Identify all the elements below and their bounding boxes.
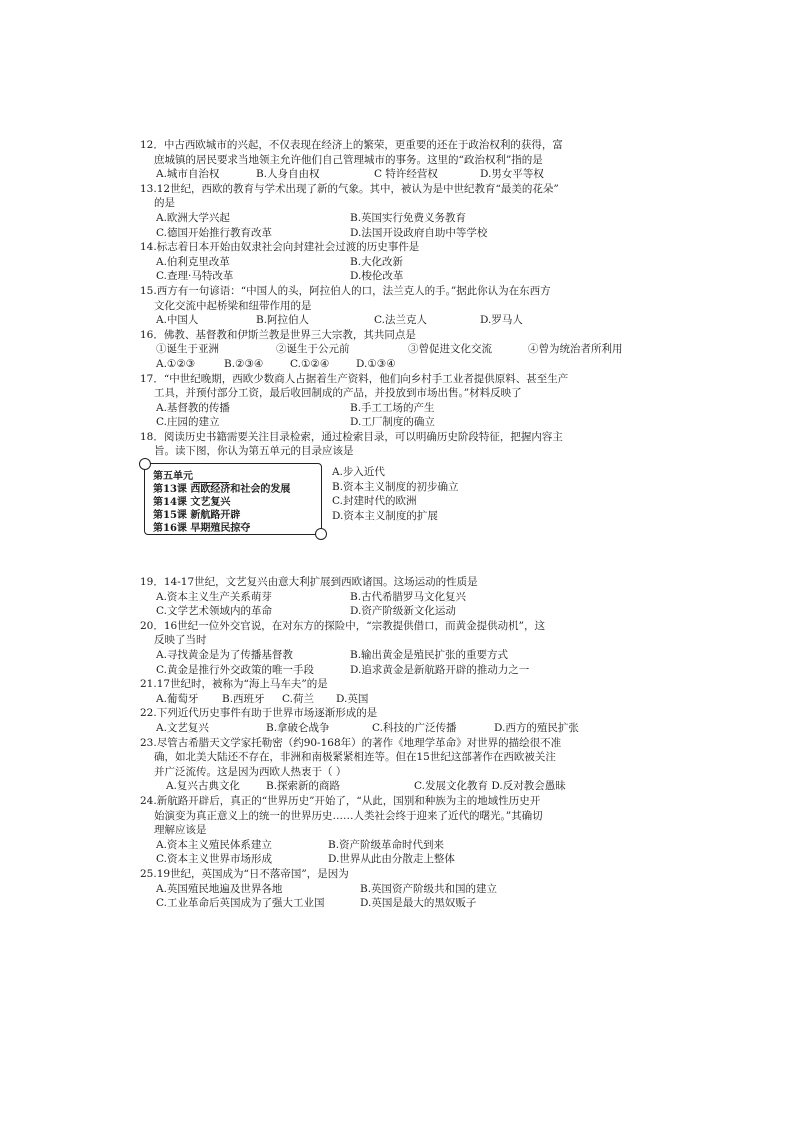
option-grid: [140, 401, 640, 430]
option-d: D.西方的殖民扩张: [494, 722, 579, 734]
question-stem: 16．佛教、基督教和伊斯兰教是世界三大宗教，其共同点是: [140, 328, 416, 341]
option-d: D.罗马人: [480, 314, 523, 327]
option-a: A.中国人: [156, 314, 199, 327]
option-a: A.①②③: [156, 357, 196, 370]
lesson-15: 第15课 新航路开辟: [153, 510, 241, 522]
option-grid: [140, 590, 640, 619]
option-d: D.工厂制度的确立: [350, 416, 435, 429]
option-c: C.德国开始推行教育改革: [156, 226, 272, 239]
statement-3: ③曾促进文化交流: [408, 343, 492, 356]
question-stem: 22.下列近代历史事件有助于世界市场逐渐形成的是: [140, 707, 378, 720]
question-20: [140, 619, 640, 677]
question-stem: 23.尽管古希腊天文学家托勒密（约90-168年）的著作《地理学革命》对世界的描绘很不准 确，如北美大陆还不存在，非洲和南极紧紧相连等。但在15世纪这部著作在西欧被关注 并广泛流传。这是因为西欧人热衷于（ ）: [140, 736, 562, 778]
option-b: B.英国实行免费义务教育: [350, 211, 467, 224]
option-d: D.男女平等权: [480, 168, 544, 181]
statement-4: ④曾为统治者所利用: [528, 343, 623, 356]
option-b: B.手工工场的产生: [350, 401, 435, 414]
option-d: D.法国开设政府自助中等学校: [350, 226, 488, 239]
question-stem: 18．阅读历史书籍需要关注目录检索，通过检索目录，可以明确历史阶段特征，把握内容主 旨。读下图，你认为第五单元的目录应该是: [140, 430, 563, 458]
lesson-14: 第14课 文艺复兴: [153, 497, 231, 509]
question-12: [140, 138, 640, 182]
option-d: D.世界从此由分散走上整体: [328, 853, 455, 866]
option-c: C.黄金是推行外交政策的唯一手段: [156, 663, 314, 676]
question-15: [140, 284, 640, 328]
option-list: [322, 463, 459, 535]
option-row: [140, 357, 640, 372]
option-a: A.英国殖民地遍及世界各地: [156, 882, 283, 895]
option-c-d: C.发展文化教育 D.反对教会愚昧: [414, 780, 566, 793]
option-c: C.科技的广泛传播: [372, 722, 457, 734]
option-a: A.寻找黄金是为了传播基督教: [156, 649, 293, 662]
option-a: A.伯利克里改革: [156, 255, 230, 268]
option-b: B.阿拉伯人: [256, 314, 310, 327]
option-grid: [140, 211, 640, 240]
option-b: B.输出黄金是殖民扩张的重要方式: [350, 649, 509, 662]
option-d: D.追求黄金是新航路开辟的推动力之一: [350, 663, 530, 676]
option-c: C.查理·马特改革: [156, 270, 234, 283]
question-21: [140, 677, 640, 706]
question-16: [140, 328, 640, 372]
option-row: [140, 313, 640, 328]
question-24: [140, 794, 640, 867]
option-grid: [140, 838, 640, 867]
option-a: A.资本主义生产关系萌芽: [156, 590, 272, 603]
question-stem: 25.19世纪，英国成为“日不落帝国”，是因为: [140, 867, 349, 880]
option-row: [140, 779, 640, 794]
option-b: B.资产阶级革命时代到来: [328, 838, 445, 851]
lesson-13: 第13课 西欧经济和社会的发展: [153, 484, 291, 496]
question-stem: 20．16世纪一位外交官说，在对东方的探险中，“宗教提供借口，而黄金提供动机”，这 反映了当时: [140, 619, 545, 647]
option-a: A.城市自治权: [156, 168, 220, 181]
spacer: [140, 539, 640, 575]
option-a: A.复兴古典文化: [166, 780, 240, 793]
exam-sheet: [140, 138, 640, 911]
option-b: B.大化改新: [350, 255, 404, 268]
option-row: [140, 721, 640, 736]
option-b: B.拿破仑战争: [266, 722, 330, 734]
statement-row: [140, 342, 640, 357]
question-stem: 13.12世纪，西欧的教育与学术出现了新的气象。其中，被认为是中世纪教育“最美的花朵” 的是: [140, 182, 559, 210]
option-a: A.步入近代: [332, 466, 385, 479]
lesson-16: 第16课 早期殖民掠夺: [153, 523, 251, 535]
option-c: C 特许经营权: [374, 168, 438, 181]
question-stem: 12．中古西欧城市的兴起，不仅表现在经济上的繁荣，更重要的还在于政治权利的获得，富 庶城镇的居民要求当地领主允许他们自己管理城市的事务。这里的“政治权利”指的是: [140, 139, 563, 166]
question-stem: 24.新航路开辟后，真正的“世界历史”开始了，“从此，国别和种族为主的地域性历史开 始演变为真正意义上的统一的世界历史……人类社会终于迎来了近代的曙光。”其确切 理解应该是: [140, 794, 543, 837]
question-19: [140, 575, 640, 619]
option-d: D.英国: [336, 692, 369, 705]
option-c: C.资本主义世界市场形成: [156, 853, 272, 866]
question-23: [140, 736, 640, 794]
option-c: C.工业革命后英国成为了强大工业国: [156, 897, 325, 910]
option-d: D.资产阶级新文化运动: [350, 605, 456, 618]
question-17: [140, 372, 640, 430]
question-18: [140, 430, 640, 535]
question-stem: 15.西方有一句谚语：“中国人的头，阿拉伯人的口，法兰克人的手。”据此你认为在东西方 文化交流中起桥梁和纽带作用的是: [140, 284, 551, 312]
option-d: D.资本主义制度的扩展: [332, 509, 438, 522]
option-row: [140, 692, 640, 707]
figure-with-options: [140, 463, 640, 535]
question-14: [140, 240, 640, 284]
option-c: C.①②④: [290, 357, 330, 370]
option-c: C.荷兰: [282, 692, 314, 705]
question-stem: 14.标志着日本开始由奴隶社会向封建社会过渡的历史事件是: [140, 241, 420, 254]
option-a: A.文艺复兴: [156, 722, 209, 734]
option-a: A.基督教的传播: [156, 401, 230, 414]
unit-heading: 第五单元: [153, 470, 313, 483]
option-c: C.文学艺术领域内的革命: [156, 605, 272, 618]
question-22: [140, 706, 640, 735]
question-13: [140, 182, 640, 240]
option-a: A.欧洲大学兴起: [156, 211, 230, 224]
option-b: B.资本主义制度的初步确立: [332, 480, 459, 493]
option-c: C.法兰克人: [374, 314, 427, 327]
option-b: B.古代希腊罗马文化复兴: [350, 590, 467, 603]
option-a: A.葡萄牙: [156, 692, 199, 705]
question-stem: 21.17世纪时，被称为“海上马车夫”的是: [140, 678, 328, 691]
table-of-contents-scroll: [144, 463, 322, 535]
option-a: A.资本主义殖民体系建立: [156, 838, 272, 851]
statement-2: ②诞生于公元前: [276, 343, 350, 356]
option-grid: [140, 648, 640, 677]
option-b: B.人身自由权: [256, 168, 320, 181]
question-stem: 19．14-17世纪，文艺复兴由意大利扩展到西欧诸国。这场运动的性质是: [140, 576, 478, 589]
option-b: B.探索新的商路: [266, 780, 341, 793]
option-b: B.②③④: [224, 357, 264, 370]
question-25: [140, 867, 640, 911]
option-c: C.庄园的建立: [156, 416, 220, 429]
option-d: D.梭伦改革: [350, 270, 404, 283]
option-c: C.封建时代的欧洲: [332, 495, 417, 508]
option-row: [140, 167, 640, 182]
option-d: D.英国是最大的黑奴贩子: [360, 897, 477, 910]
option-d: D.①③④: [356, 357, 396, 370]
statement-1: ①诞生于亚洲: [156, 343, 219, 356]
question-stem: 17．“中世纪晚期，西欧少数商人占据着生产资料，他们向乡村手工业者提供原料、甚至生产 工具，并预付部分工资，最后收回制成的产品，并投放到市场出售。”材料反映了: [140, 372, 569, 400]
option-grid: [140, 882, 640, 911]
option-grid: [140, 255, 640, 284]
answer-blank: [193, 472, 229, 483]
option-b: B.英国资产阶级共和国的建立: [360, 882, 498, 895]
option-b: B.西班牙: [222, 692, 265, 705]
